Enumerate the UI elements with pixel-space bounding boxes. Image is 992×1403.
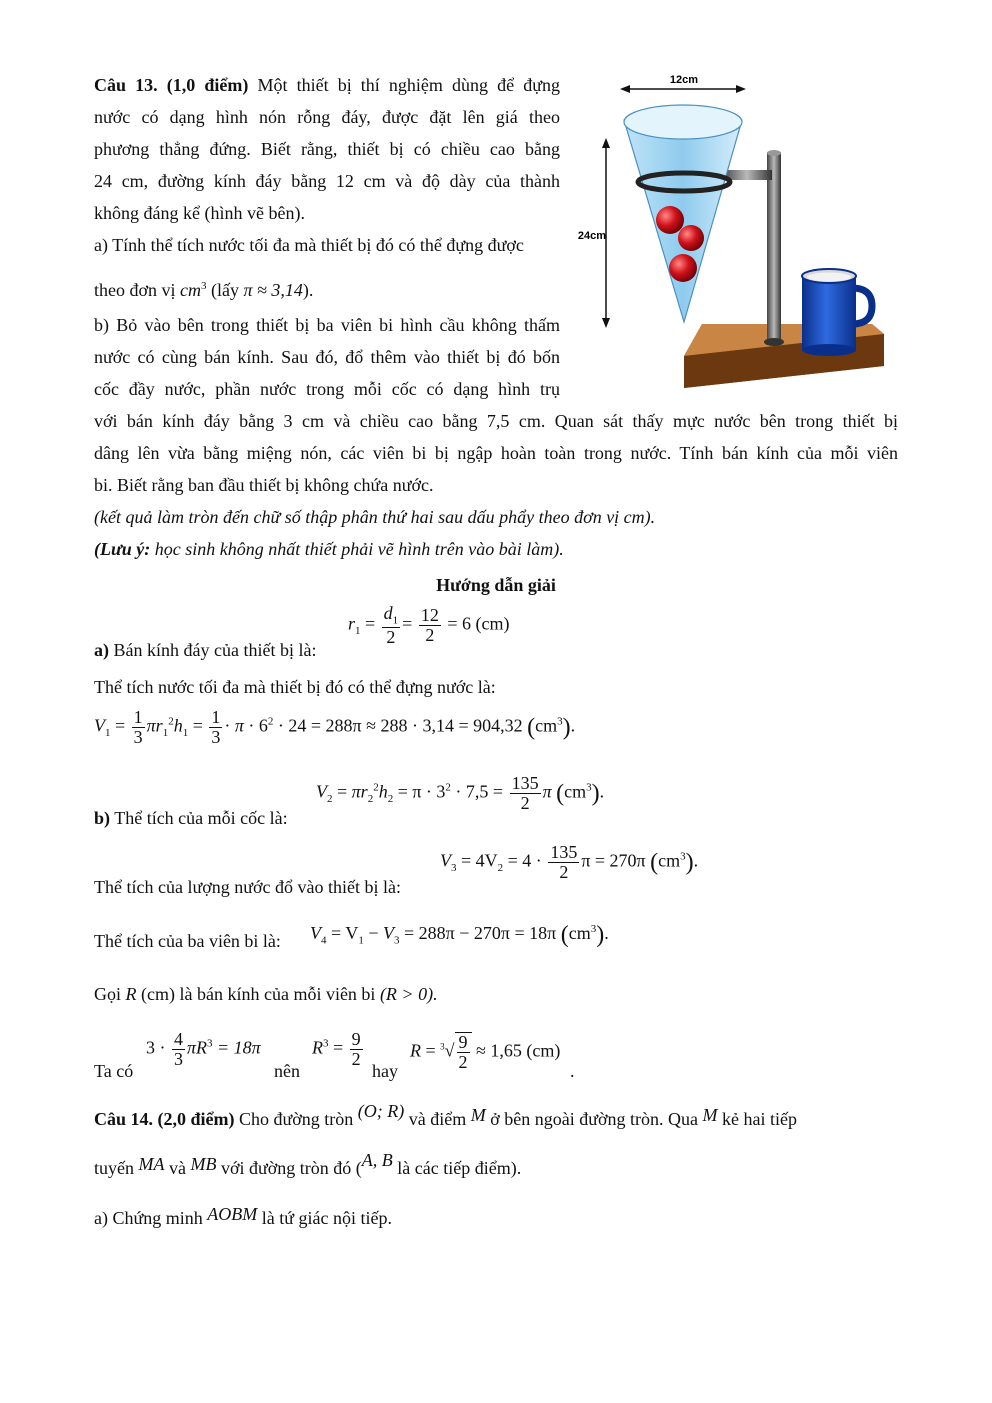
q13-wide-line: bi. Biết rằng ban đầu thiết bị không chứa nước. [94,475,434,495]
solution-a-text [94,634,316,666]
v3-text: Thể tích của lượng nước đổ vào thiết bị là: [94,877,401,897]
q13-intro-line: Một thiết bị thí nghiệm dùng để đựng [257,75,561,95]
q13-part-a-take: (lấy [211,280,239,300]
formula-r: R = $^3$√ $\frac{9}{2}$ ≈ 1,65 (cm) [410,1032,561,1072]
stand-rod [767,152,781,342]
q14-label: Câu 14. (2,0 điểm) [94,1109,235,1129]
q13-intro-line: phương thẳng đứng. Biết rằng, thiết bị có chiều cao bằng [94,139,560,159]
q13-part-a-pre: theo đơn vị [94,280,176,300]
v4-text: Thể tích của ba viên bi là: [94,931,281,951]
final-dot: . [570,1061,575,1081]
rounding-note: (kết quả làm tròn đến chữ số thập phân thứ hai sau dấu phẩy theo đơn vị cm). [94,507,656,527]
formula-v3: $V_3 = 4V_2 = 4$ · $\frac{135}{2}$ π = 270π $(cm^3)$. [440,842,699,882]
q13-part-a-unit-line [94,270,313,306]
unit-cm3: $cm^3$ [180,280,207,300]
q14-line-2: tuyến MA và MB với đường tròn đó (A, B là các tiếp điểm). [94,1150,522,1178]
formula-v1: $V_1$ = $\frac{1}{3}$ $\pi r_1^2h_1$ = $\frac{1}{3}$ · $\pi \cdot 6^2 \cdot 24 = 288\pi \approx 288 \cdot 3,14 = 904,32$ $(cm^3)$. [94,707,576,747]
marble-2 [678,225,704,251]
side-dimension-label: 24cm [577,230,607,242]
q13-wide-line: với bán kính đáy bằng 3 cm và chiều cao bằng 7,5 cm. Quan sát thấy mực nước bên trong thiết bị [94,411,898,431]
q14-part-a: a) Chứng minh AOBM là tứ giác nội tiếp. [94,1204,392,1228]
student-note [94,533,564,565]
solution-a-label: a) [94,640,109,660]
marble-3 [669,254,697,282]
apparatus-figure [572,66,888,396]
formula-r3: $R^3$ = $\frac{9}{2}$ [312,1029,361,1069]
q13-part-b-line: nước có cùng bán kính. Sau đó, đổ thêm vào thiết bị đó bốn [94,347,560,367]
solution-b-label: b) [94,808,111,828]
q14-line-1: Câu 14. (2,0 điểm) Cho đường tròn (O; R) và điểm M ở bên ngoài đường tròn. Qua M kẻ hai tiếp [94,1101,797,1129]
pi-approx: π ≈ 3,14 [243,280,303,300]
q13-line-1 [94,69,560,101]
solution-b-text [94,802,288,834]
q13-part-b-line: cốc đầy nước, phần nước trong mỗi cốc có dạng hình trụ [94,379,560,399]
solution-a-desc: Bán kính đáy của thiết bị là: [113,640,317,660]
solution-heading: Hướng dẫn giải [436,575,556,595]
close-paren: ). [302,280,314,300]
call-r-line: Gọi R (cm) là bán kính của mỗi viên bi (R > 0). [94,984,438,1004]
v1-intro: Thể tích nước tối đa mà thiết bị đó có thể đựng nước là: [94,677,496,697]
q13-intro-line: nước có dạng hình nón rỗng đáy, được đặt lên giá theo [94,107,560,127]
solution-b-desc: Thể tích của mỗi cốc là: [114,808,288,828]
top-dimension-label: 12cm [669,74,699,86]
note-label: (Lưu ý: [94,539,151,559]
cone-vessel [624,105,742,322]
top-dimension-arrow [620,85,746,93]
q13-label: Câu 13. (1,0 điểm) [94,75,249,95]
note-text: học sinh không nhất thiết phải vẽ hình trên vào bài làm). [154,539,564,559]
q13-intro-line: không đáng kể (hình vẽ bên). [94,203,305,223]
q13-part-b-line: b) Bỏ vào bên trong thiết bị ba viên bi hình cầu không thấm [94,315,560,335]
marble-1 [656,206,684,234]
q13-part-a: a) Tính thể tích nước tối đa mà thiết bị đó có thể đựng được [94,235,524,255]
final-pre: Ta có [94,1061,134,1081]
formula-r1: $r_1$ = $\frac{d_1}{2}$ = $\frac{12}{2}$ = 6 (cm) [348,603,510,648]
formula-v4: $V_4 = V_1 - V_3 = 288\pi - 270\pi = 18\pi$ $(cm^3)$. [310,921,609,948]
final-hay: hay [372,1061,398,1081]
q13-intro-line: 24 cm, đường kính đáy bằng 12 cm và độ dày của thành [94,171,560,191]
formula-v2: $V_2 = \pi r_2^2h_2 = \pi \cdot 3^2 \cdot 7,5$ = $\frac{135}{2}$ π $(cm^3)$. [316,773,605,813]
final-nen: nên [274,1061,300,1081]
q13-wide-line: dâng lên vừa bằng miệng nón, các viên bi bị ngập hoàn toàn trong nước. Tính bán kính của mỗi viên [94,443,898,463]
formula-sphere: 3 · $\frac{4}{3}$ $\pi R^3 = 18\pi$ [146,1029,261,1069]
